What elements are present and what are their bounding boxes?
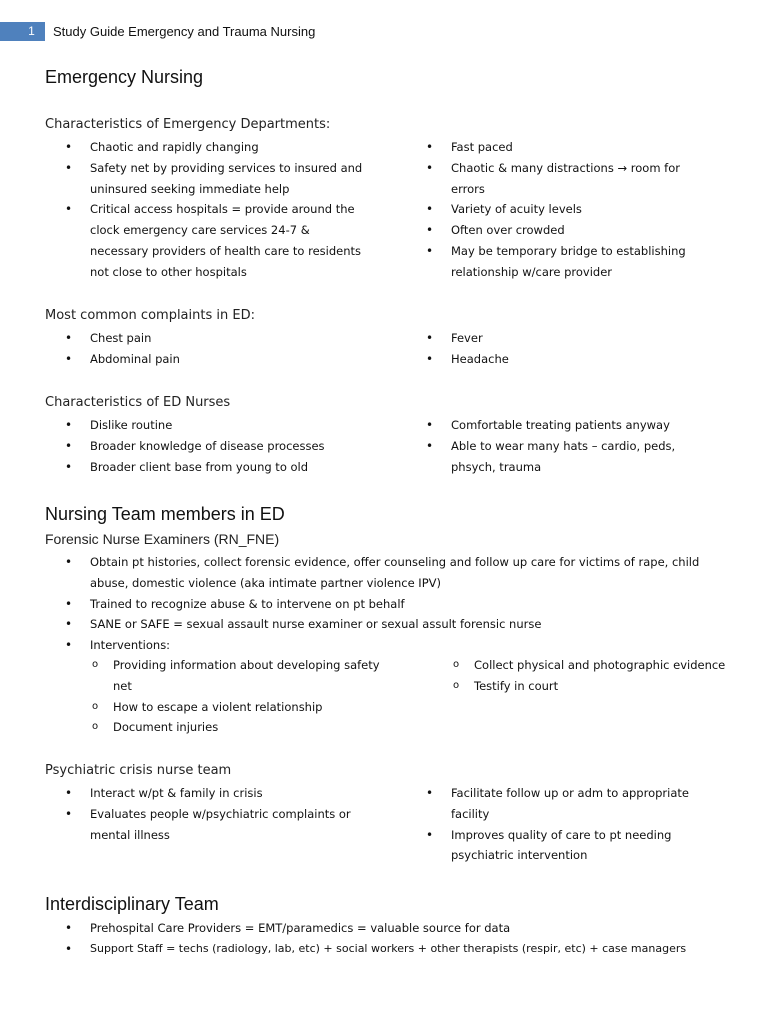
list-item: • Broader knowledge of disease processes: [45, 436, 385, 457]
list-item: • Chaotic & many distractions → room for errors: [406, 158, 706, 200]
list-item: • Interact w/pt & family in crisis: [45, 783, 365, 804]
list-item: • Often over crowded: [406, 220, 706, 241]
list-item: • Support Staff = techs (radiology, lab, etc) + social workers + other therapists (respir, etc) + case managers: [45, 939, 765, 960]
list-item: o Collect physical and photographic evidence: [406, 655, 726, 676]
list-item: • May be temporary bridge to establishing relationship w/care provider: [406, 241, 706, 283]
psych-right-list: [406, 783, 716, 866]
page-number-badge: [0, 22, 45, 41]
list-item: • Interventions:: [45, 635, 735, 656]
list-item: • Prehospital Care Providers = EMT/paramedics = valuable source for data: [45, 918, 765, 939]
interdisciplinary-heading: Interdisciplinary Team: [45, 894, 219, 914]
common-complaints-title: Most common complaints in ED:: [45, 308, 255, 323]
page-header: [0, 22, 768, 41]
complaints-left-list: [45, 328, 365, 370]
list-item: • Trained to recognize abuse & to intervene on pt behalf: [45, 594, 735, 615]
list-item: • Headache: [406, 349, 706, 370]
page-number: 1: [28, 24, 35, 38]
list-item: • Fever: [406, 328, 706, 349]
list-item: • Obtain pt histories, collect forensic evidence, offer counseling and follow up care for victims of rape, child abuse, domestic violence (aka intimate partner violence IPV): [45, 552, 735, 594]
forensic-list: [45, 552, 735, 656]
list-item: • Dislike routine: [45, 415, 385, 436]
header-title: Study Guide Emergency and Trauma Nursing: [53, 24, 316, 39]
list-item: • SANE or SAFE = sexual assault nurse examiner or sexual assult forensic nurse: [45, 614, 735, 635]
list-item: o Testify in court: [406, 676, 726, 697]
forensic-title: Forensic Nurse Examiners (RN_FNE): [45, 531, 280, 547]
ed-nurses-right-list: [406, 415, 706, 477]
list-item: • Abdominal pain: [45, 349, 365, 370]
list-item: • Able to wear many hats – cardio, peds, phsych, trauma: [406, 436, 706, 478]
list-item: • Broader client base from young to old: [45, 457, 385, 478]
list-item: • Safety net by providing services to insured and uninsured seeking immediate help: [45, 158, 365, 200]
ed-nurses-title: Characteristics of ED Nurses: [45, 395, 231, 410]
list-item: • Chest pain: [45, 328, 365, 349]
list-item: • Evaluates people w/psychiatric complaints or mental illness: [45, 804, 365, 846]
ed-characteristics-left-list: [45, 137, 365, 283]
list-item: • Critical access hospitals = provide around the clock emergency care services 24-7 & necessary providers of health care to residents not close to other hospitals: [45, 199, 365, 282]
psych-crisis-title: Psychiatric crisis nurse team: [45, 763, 232, 778]
ed-characteristics-right-list: [406, 137, 706, 283]
complaints-right-list: [406, 328, 706, 370]
list-item: o Providing information about developing safety net: [45, 655, 385, 697]
list-item: • Comfortable treating patients anyway: [406, 415, 706, 436]
list-item: • Facilitate follow up or adm to appropriate facility: [406, 783, 716, 825]
interdisciplinary-list: [45, 918, 765, 960]
list-item: • Variety of acuity levels: [406, 199, 706, 220]
ed-nurses-left-list: [45, 415, 385, 477]
list-item: • Improves quality of care to pt needing psychiatric intervention: [406, 825, 716, 867]
psych-left-list: [45, 783, 365, 845]
ed-characteristics-title: Characteristics of Emergency Departments:: [45, 117, 331, 132]
list-item: o Document injuries: [45, 717, 385, 738]
emergency-nursing-heading: Emergency Nursing: [45, 67, 204, 87]
list-item: o How to escape a violent relationship: [45, 697, 385, 718]
list-item: • Fast paced: [406, 137, 706, 158]
interventions-right-list: [406, 655, 726, 697]
nursing-team-heading: Nursing Team members in ED: [45, 504, 285, 524]
list-item: • Chaotic and rapidly changing: [45, 137, 365, 158]
interventions-left-list: [45, 655, 385, 738]
